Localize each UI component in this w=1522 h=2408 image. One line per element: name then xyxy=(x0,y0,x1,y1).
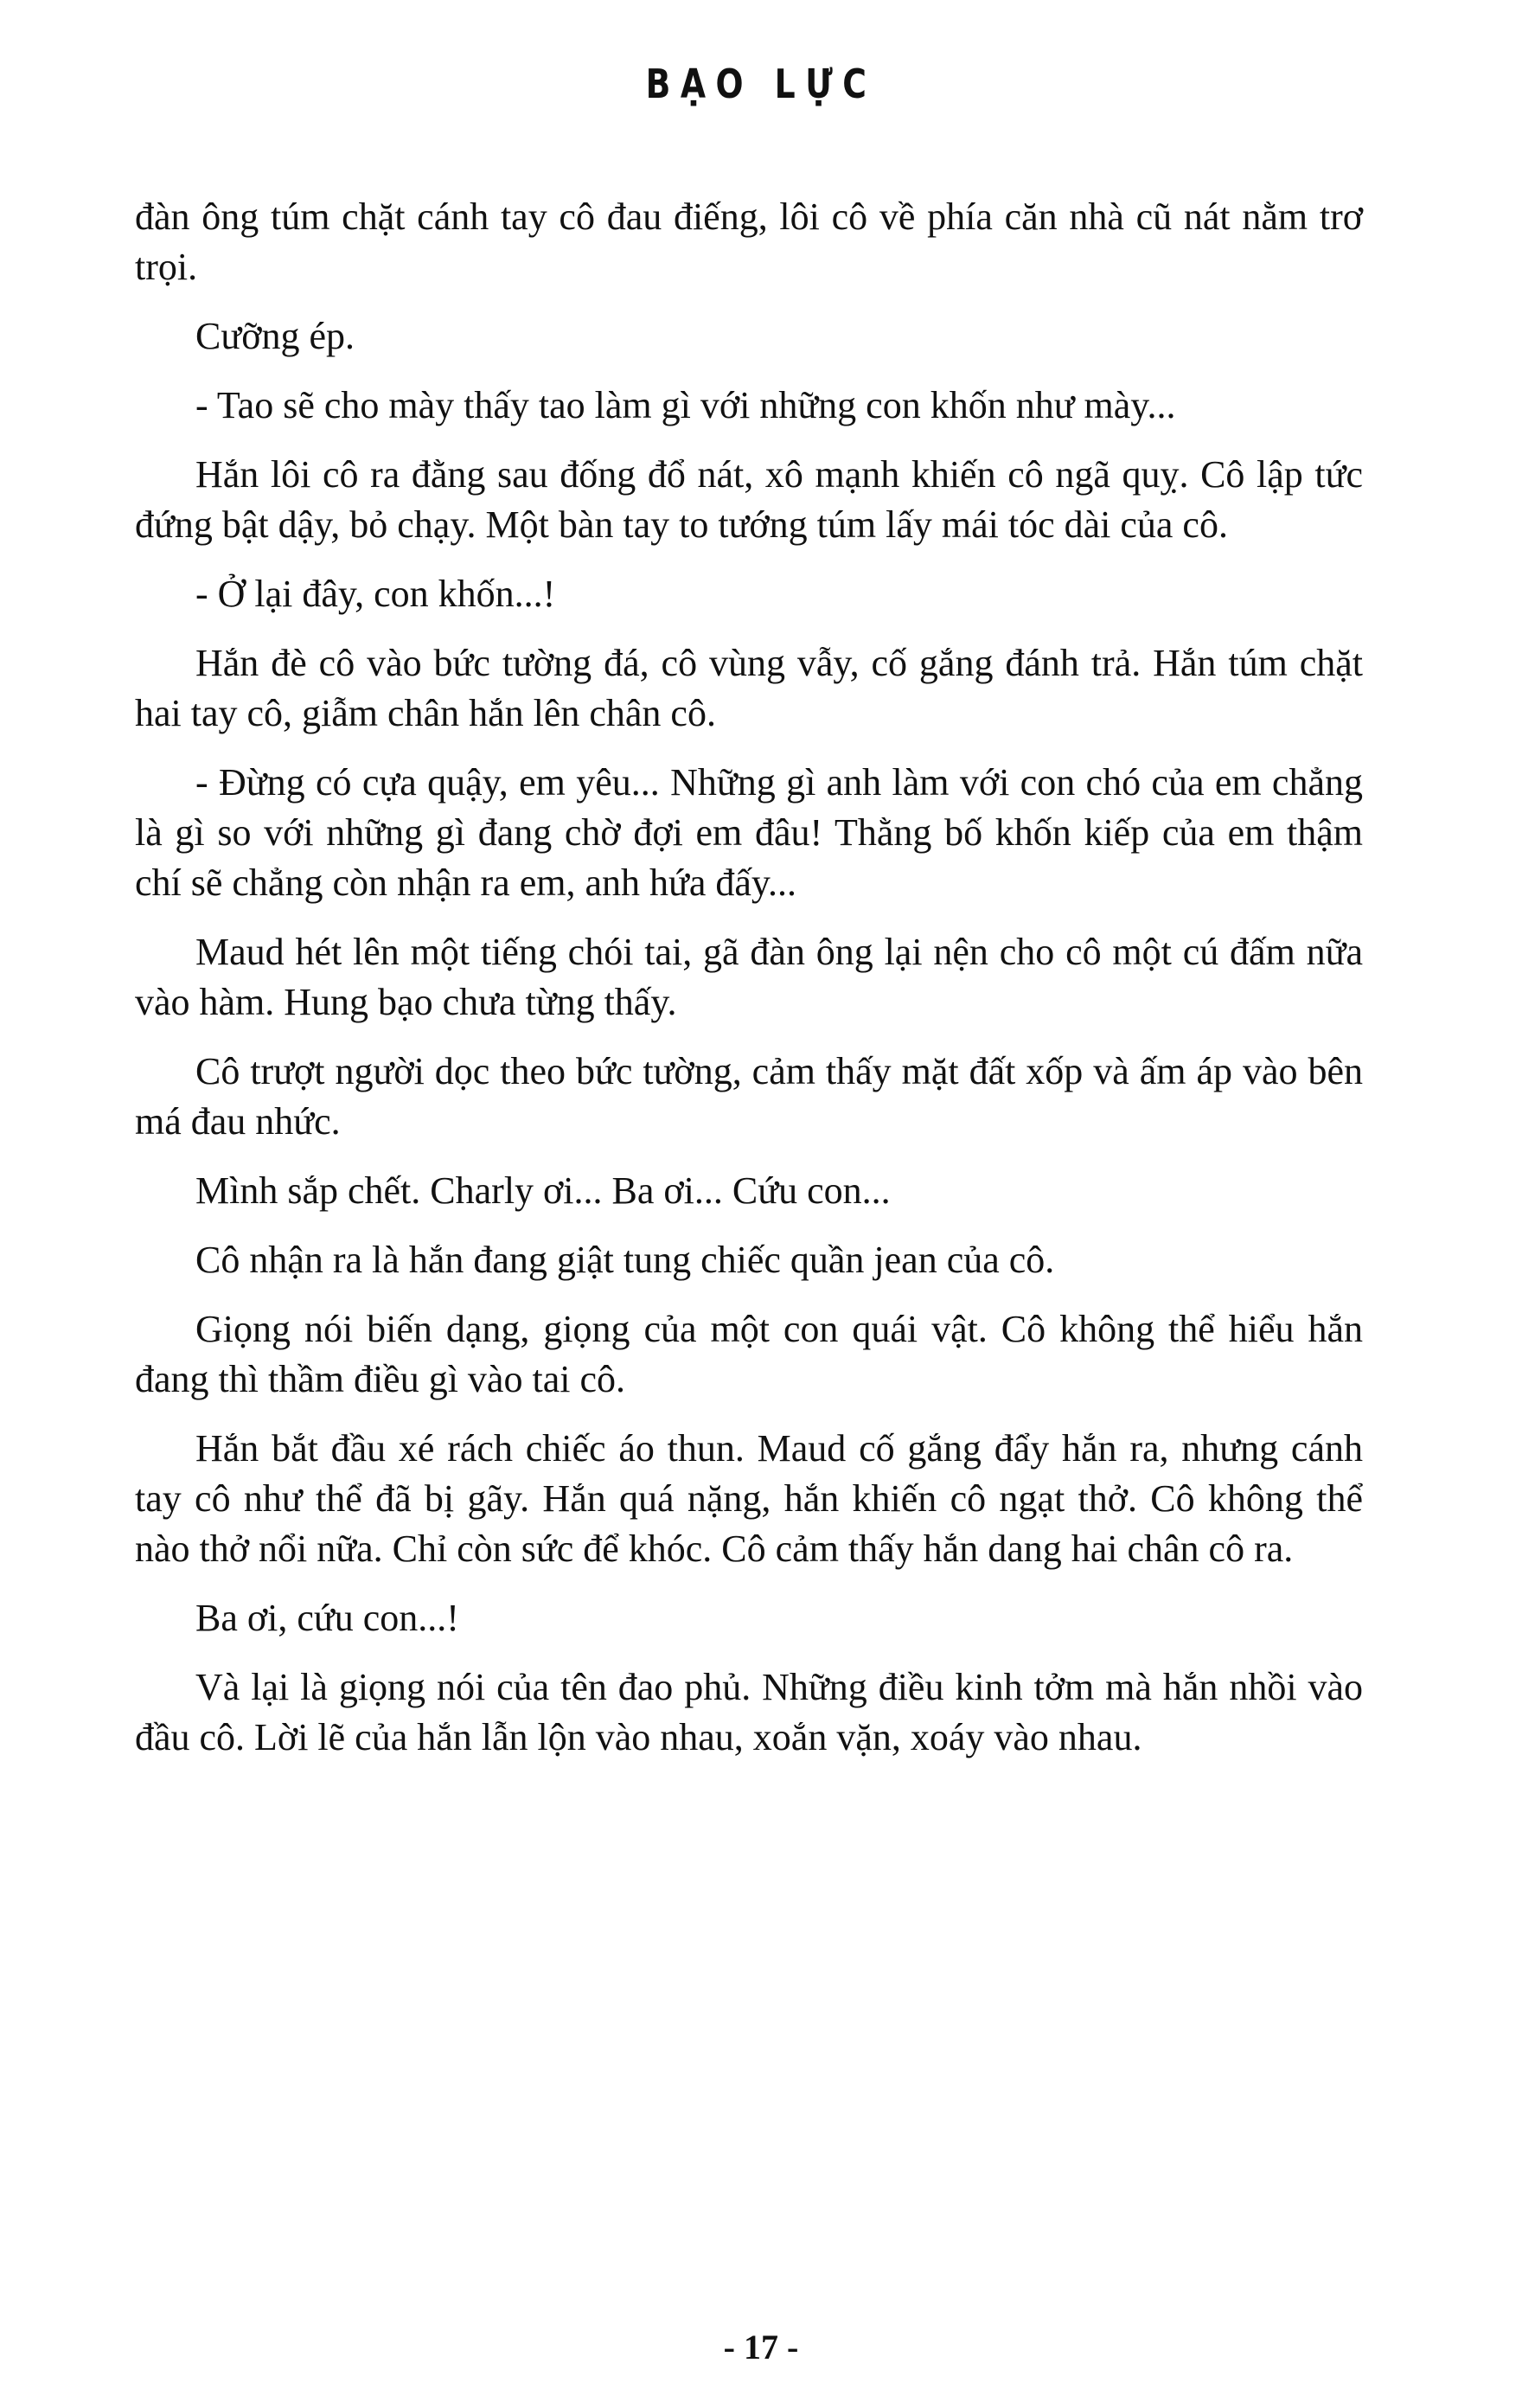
paragraph: Và lại là giọng nói của tên đao phủ. Những điều kinh tởm mà hắn nhồi vào đầu cô. Lời lẽ của hắn lẫn lộn vào nhau, xoắn vặn, xoáy vào nhau. xyxy=(135,1666,1363,1758)
paragraph: - Tao sẽ cho mày thấy tao làm gì với những con khốn như mày... xyxy=(195,384,1176,426)
paragraph: - Đừng có cựa quậy, em yêu... Những gì anh làm với con chó của em chẳng là gì so với những gì đang chờ đợi em đâu! Thằng bố khốn kiếp của em thậm chí sẽ chẳng còn nhận ra em, anh hứa đấy... xyxy=(135,761,1363,904)
paragraph: Hắn đè cô vào bức tường đá, cô vùng vẫy, cố gắng đánh trả. Hắn túm chặt hai tay cô, giẫm chân hắn lên chân cô. xyxy=(135,642,1363,734)
body-text xyxy=(135,192,1363,1782)
paragraph: Mình sắp chết. Charly ơi... Ba ơi... Cứu con... xyxy=(195,1169,891,1212)
paragraph: Ba ơi, cứu con...! xyxy=(195,1597,459,1639)
paragraph: Cô trượt người dọc theo bức tường, cảm thấy mặt đất xốp và ấm áp vào bên má đau nhức. xyxy=(135,1050,1363,1143)
paragraph: - Ở lại đây, con khốn...! xyxy=(195,573,556,615)
paragraph: Hắn lôi cô ra đằng sau đống đổ nát, xô mạnh khiến cô ngã quỵ. Cô lập tức đứng bật dậy, bỏ chạy. Một bàn tay to tướng túm lấy mái tóc dài của cô. xyxy=(135,453,1363,546)
paragraph: đàn ông túm chặt cánh tay cô đau điếng, lôi cô về phía căn nhà cũ nát nằm trơ trọi. xyxy=(135,195,1363,288)
running-title: BẠO LỰC xyxy=(645,61,877,107)
paragraph: Giọng nói biến dạng, giọng của một con quái vật. Cô không thể hiểu hắn đang thì thầm điều gì vào tai cô. xyxy=(135,1308,1363,1400)
page-number: - 17 - xyxy=(723,2328,799,2366)
paragraph: Maud hét lên một tiếng chói tai, gã đàn ông lại nện cho cô một cú đấm nữa vào hàm. Hung bạo chưa từng thấy. xyxy=(135,931,1363,1023)
paragraph: Hắn bắt đầu xé rách chiếc áo thun. Maud cố gắng đẩy hắn ra, nhưng cánh tay cô như thể đã bị gãy. Hắn quá nặng, hắn khiến cô ngạt thở. Cô không thể nào thở nổi nữa. Chỉ còn sức để khóc. Cô cảm thấy hắn dang hai chân cô ra. xyxy=(135,1427,1363,1570)
paragraph: Cưỡng ép. xyxy=(195,315,355,357)
paragraph: Cô nhận ra là hắn đang giật tung chiếc quần jean của cô. xyxy=(195,1239,1055,1281)
